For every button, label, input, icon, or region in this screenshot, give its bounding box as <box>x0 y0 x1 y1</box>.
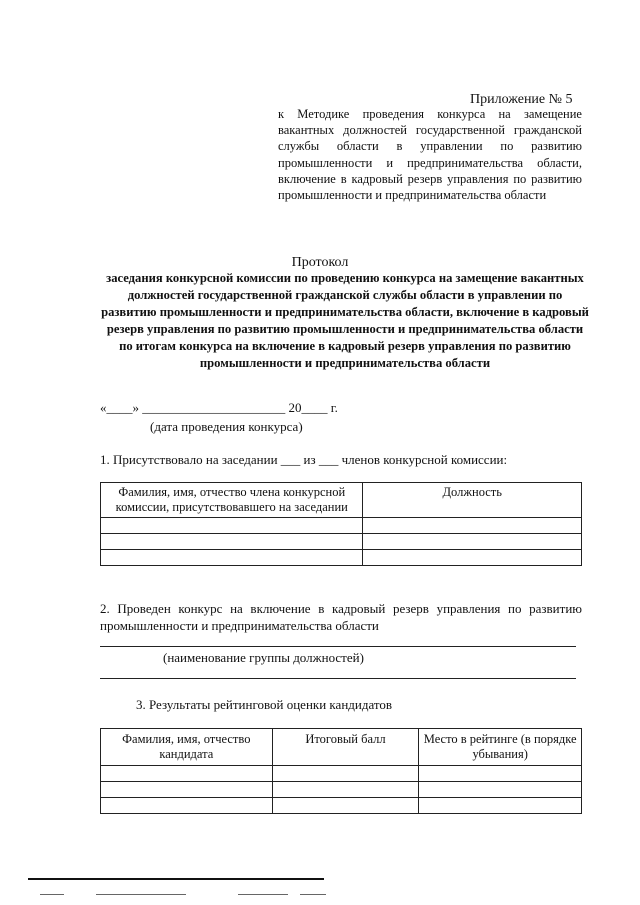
table-cell <box>363 550 582 566</box>
footer-divider <box>28 878 324 880</box>
table-header-row <box>101 729 582 766</box>
table-cell <box>272 782 419 798</box>
table-cell <box>419 798 582 814</box>
table-cell <box>419 766 582 782</box>
appendix-title: Приложение № 5 <box>470 92 573 107</box>
appendix-description: к Методике проведения конкурса на замещение вакантных должностей государственной гражданской службы области в управлении по развитию промышленности и предпринимательства области, включение в кадровый резерв управления по развитию промышленности и предпринимательства области <box>278 107 582 203</box>
protocol-subtitle: заседания конкурсной комиссии по проведению конкурса на замещение вакантных должностей государственной гражданской службы области в управлении по развитию промышленности и предпринимательства области, включение в кадровый резерв управления по развитию промышленности и предпринимательства области по итогам конкурса на включение в кадровый резерв управления по развитию промышленности и предпринимательства области <box>101 271 589 370</box>
rating-table <box>100 728 582 814</box>
table-cell <box>419 782 582 798</box>
rating-results-heading: 3. Результаты рейтинговой оценки кандидатов <box>136 697 393 712</box>
table-row <box>101 798 582 814</box>
group-name-blank-line <box>100 646 576 647</box>
table-cell <box>101 766 273 782</box>
date-field-line: «____» ______________________ 20____ г. <box>100 400 338 415</box>
column-header-total-score: Итоговый балл <box>272 729 419 766</box>
footer-scan-mark <box>300 894 326 895</box>
footer-scan-mark <box>40 894 64 895</box>
members-table <box>100 482 582 566</box>
attendance-paragraph: 1. Присутствовало на заседании ___ из ___ членов конкурсной комиссии: <box>100 452 508 467</box>
table-cell <box>101 782 273 798</box>
column-header-member-name: Фамилия, имя, отчество члена конкурсной комиссии, присутствовавшего на заседании <box>101 483 363 518</box>
group-name-blank-line <box>100 678 576 679</box>
table-row <box>101 550 582 566</box>
table-cell <box>363 534 582 550</box>
group-name-caption: (наименование группы должностей) <box>163 650 364 665</box>
footer-scan-mark <box>96 894 186 895</box>
table-cell <box>101 518 363 534</box>
table-cell <box>272 798 419 814</box>
table-row <box>101 766 582 782</box>
table-header-row <box>101 483 582 518</box>
table-cell <box>272 766 419 782</box>
protocol-title: Протокол <box>291 255 349 270</box>
column-header-position: Должность <box>363 483 582 518</box>
table-row <box>101 782 582 798</box>
column-header-candidate-name: Фамилия, имя, отчество кандидата <box>101 729 273 766</box>
table-cell <box>363 518 582 534</box>
footer-scan-mark <box>238 894 288 895</box>
table-cell <box>101 534 363 550</box>
table-cell <box>101 798 273 814</box>
table-cell <box>101 550 363 566</box>
competition-paragraph: 2. Проведен конкурс на включение в кадровый резерв управления по развитию промышленности и предпринимательства области <box>100 601 582 633</box>
table-row <box>101 534 582 550</box>
table-row <box>101 518 582 534</box>
column-header-rating-place: Место в рейтинге (в порядке убывания) <box>419 729 582 766</box>
date-caption: (дата проведения конкурса) <box>150 419 303 434</box>
